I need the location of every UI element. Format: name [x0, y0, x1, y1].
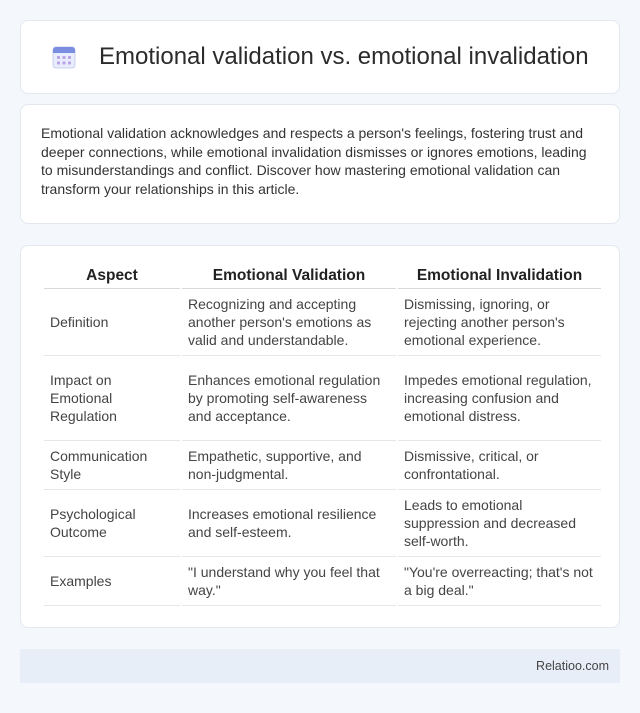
row-validation-cell: Enhances emotional regulation by promoting self-awareness and acceptance. [182, 356, 396, 441]
table-row [44, 289, 601, 356]
comparison-card [20, 245, 620, 628]
header-emotional-validation: Emotional Validation [182, 267, 396, 289]
row-invalidation-cell: Dismissing, ignoring, or rejecting another person's emotional experience. [398, 289, 601, 356]
row-invalidation-cell: Dismissive, critical, or confrontational. [398, 441, 601, 490]
footer-bar [20, 649, 620, 683]
row-invalidation-cell: Leads to emotional suppression and decreased self-worth. [398, 490, 601, 557]
header-emotional-invalidation: Emotional Invalidation [398, 267, 601, 289]
row-validation-cell: Recognizing and accepting another person's emotions as valid and understandable. [182, 289, 396, 356]
table-row [44, 441, 601, 490]
row-invalidation-cell: Impedes emotional regulation, increasing confusion and emotional distress. [398, 356, 601, 441]
row-validation-cell: Empathetic, supportive, and non-judgmental. [182, 441, 396, 490]
row-validation-cell: "I understand why you feel that way." [182, 557, 396, 606]
row-aspect-cell: Definition [44, 289, 180, 356]
table-row [44, 557, 601, 606]
table-row [44, 490, 601, 557]
row-aspect-cell: Examples [44, 557, 180, 606]
header-aspect: Aspect [44, 267, 180, 289]
calendar-icon [51, 44, 77, 70]
row-aspect-cell: Impact on Emotional Regulation [44, 356, 180, 441]
comparison-table [42, 267, 603, 606]
intro-card [20, 104, 620, 224]
row-invalidation-cell: "You're overreacting; that's not a big deal." [398, 557, 601, 606]
table-row [44, 356, 601, 441]
footer-brand: Relatioo.com [536, 659, 609, 673]
table-header-row [44, 267, 601, 289]
page-title: Emotional validation vs. emotional invalidation [99, 43, 589, 70]
row-aspect-cell: Psychological Outcome [44, 490, 180, 557]
row-aspect-cell: Communication Style [44, 441, 180, 490]
row-validation-cell: Increases emotional resilience and self-esteem. [182, 490, 396, 557]
intro-paragraph: Emotional validation acknowledges and respects a person's feelings, fostering trust and deeper connections, while emotional invalidation dismisses or ignores emotions, leading to misunderstandings and conflict. Discover how mastering emotional validation can transform your relationships in this article. [41, 125, 587, 197]
title-card [20, 20, 620, 94]
